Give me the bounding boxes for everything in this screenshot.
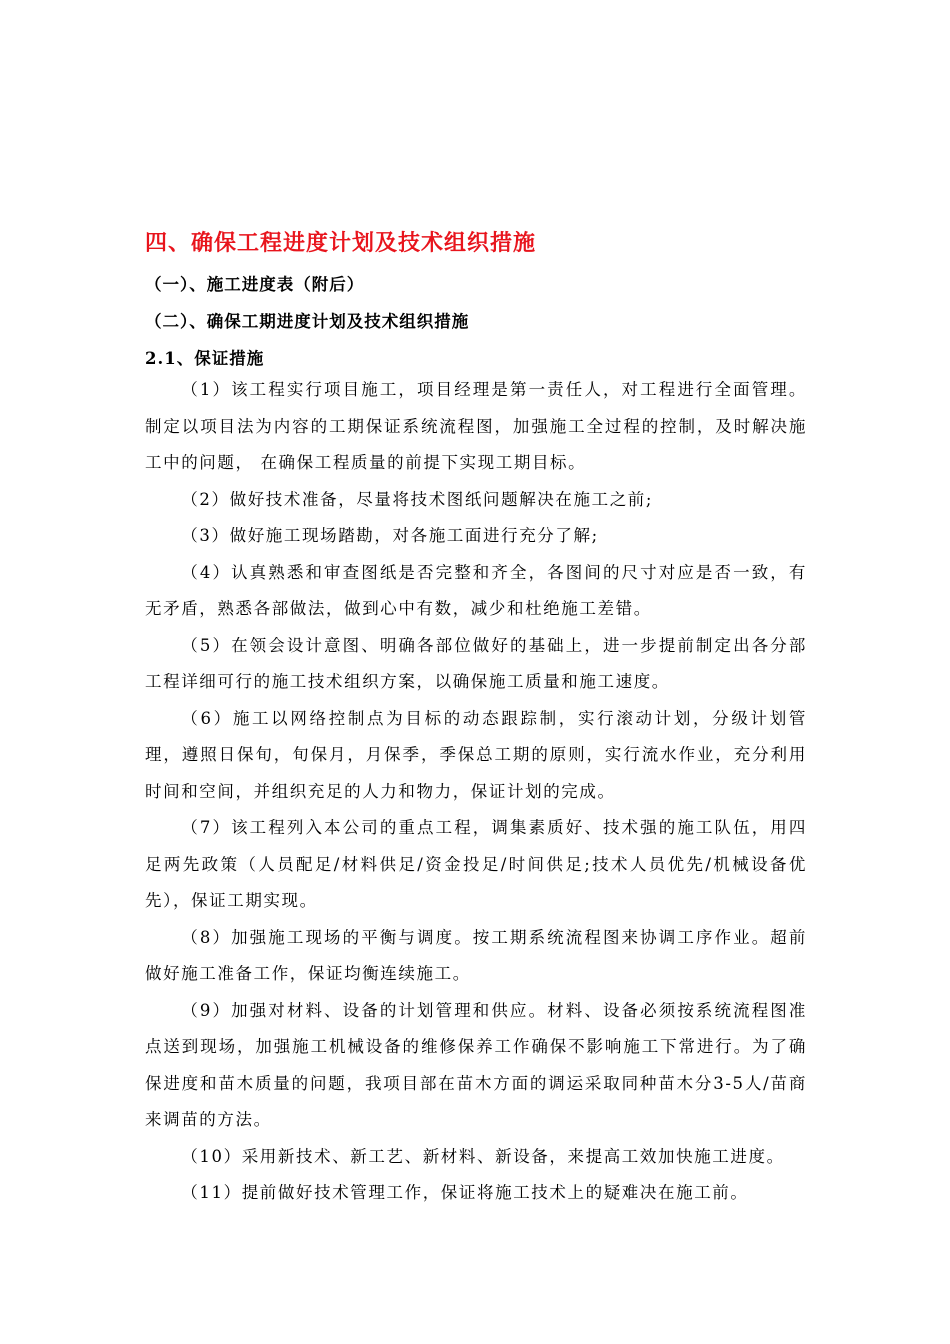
subheading-guarantee: 2.1、保证措施 [145,349,265,368]
paragraph-7: （7）该工程列入本公司的重点工程，调集素质好、技术强的施工队伍，用四足两先政策（人员配足/材料供足/资金投足/时间供足;技术人员优先/机械设备优先），保证工期实现。 [145,818,807,910]
paragraph-8: （8）加强施工现场的平衡与调度。按工期系统流程图来协调工序作业。超前做好施工准备工作，保证均衡连续施工。 [145,927,807,983]
subheading-schedule: （一）、施工进度表（附后） [145,275,365,294]
paragraph-10: （10）采用新技术、新工艺、新材料、新设备，来提高工效加快施工进度。 [181,1146,785,1166]
section-heading: 四、确保工程进度计划及技术组织措施 [145,230,537,256]
paragraph-9: （9）加强对材料、设备的计划管理和供应。材料、设备必须按系统流程图准点送到现场，加强施工机械设备的维修保养工作确保不影响施工下常进行。为了确保进度和苗木质量的问题，我项目部在苗木方面的调运采取同种苗木分3-5人/苗商来调苗的方法。 [145,1000,807,1129]
body-text [145,372,807,1212]
paragraph-1: （1）该工程实行项目施工，项目经理是第一责任人，对工程进行全面管理。制定以项目法为内容的工期保证系统流程图，加强施工全过程的控制，及时解决施工中的问题， 在确保工程质量的前提下实现工期目标。 [145,380,807,472]
subheading-measures: （二）、确保工期进度计划及技术组织措施 [145,312,470,331]
paragraph-2: （2）做好技术准备，尽量将技术图纸问题解决在施工之前; [181,489,654,509]
paragraph-11: （11）提前做好技术管理工作，保证将施工技术上的疑难决在施工前。 [181,1183,749,1202]
paragraph-3: （3）做好施工现场踏勘，对各施工面进行充分了解; [181,526,599,545]
paragraph-4: （4）认真熟悉和审查图纸是否完整和齐全，各图间的尺寸对应是否一致，有无矛盾，熟悉各部做法，做到心中有数，减少和杜绝施工差错。 [145,562,807,618]
paragraph-6: （6）施工以网络控制点为目标的动态跟踪制，实行滚动计划，分级计划管理，遵照日保旬，旬保月，月保季，季保总工期的原则，实行流水作业，充分利用时间和空间，并组织充足的人力和物力，保证计划的完成。 [145,708,807,801]
paragraph-5: （5）在领会设计意图、明确各部位做好的基础上，进一步提前制定出各分部工程详细可行的施工技术组织方案，以确保施工质量和施工速度。 [145,635,807,691]
